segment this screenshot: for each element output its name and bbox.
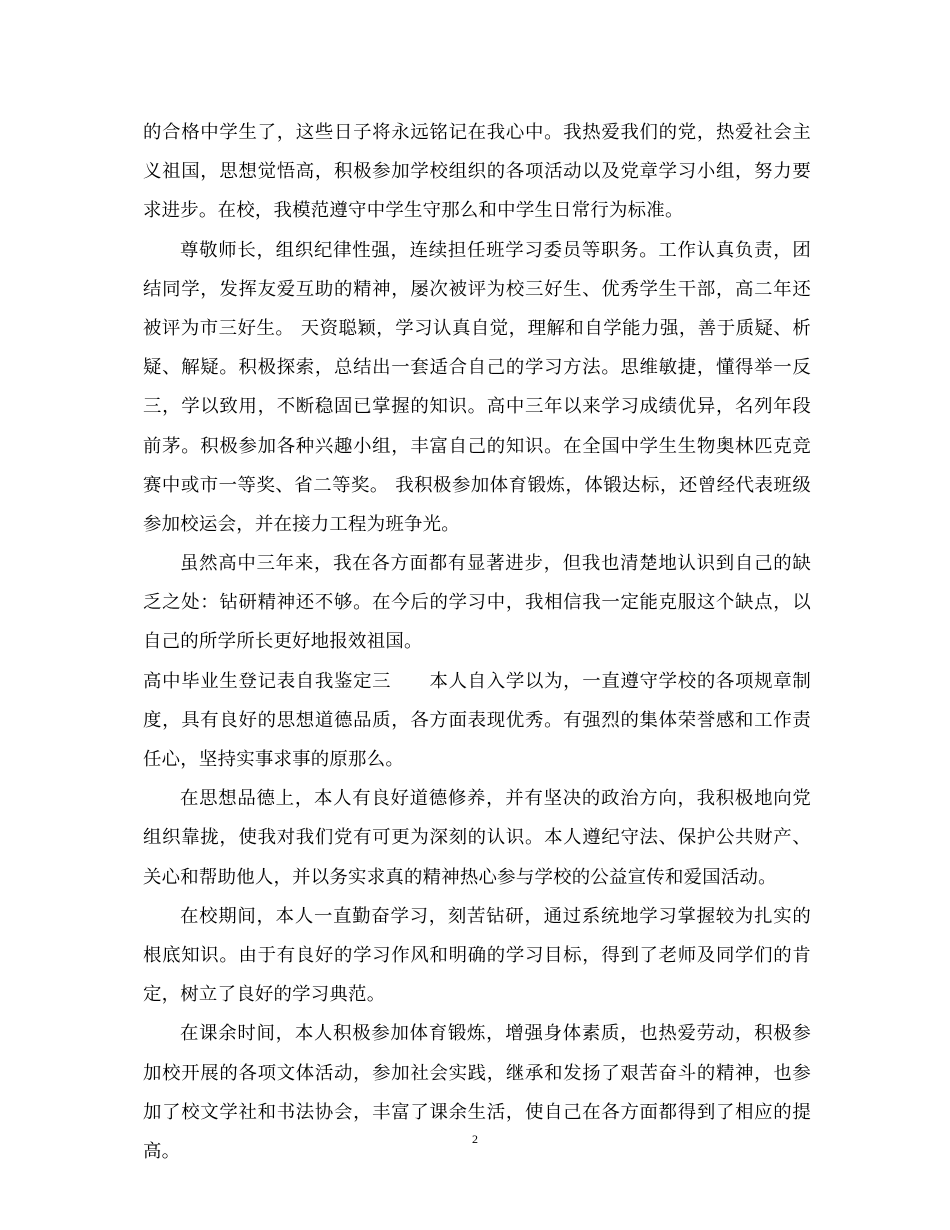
document-body xyxy=(143,113,811,1171)
text-line: 加校开展的各项文体活动，参加社会实践，继承和发扬了艰苦奋斗的精神，也参 xyxy=(143,1062,811,1084)
text-line: 加了校文学社和书法协会，丰富了课余生活，使自己在各方面都得到了相应的提 xyxy=(143,1101,811,1123)
text-line: 在思想品德上，本人有良好道德修养，并有坚决的政治方向，我积极地向党 xyxy=(180,788,811,810)
text-line: 被评为市三好生。 天资聪颖，学习认真自觉，理解和自学能力强，善于质疑、析 xyxy=(143,317,811,339)
text-line: 赛中或市一等奖、省二等奖。 我积极参加体育锻炼，体锻达标，还曾经代表班级 xyxy=(143,474,811,496)
text-line: 的合格中学生了，这些日子将永远铭记在我心中。我热爱我们的党，热爱社会主 xyxy=(143,122,811,143)
text-line: 定，树立了良好的学习典范。 xyxy=(143,984,386,1006)
text-line: 高中毕业生登记表自我鉴定三 本人自入学以为，一直遵守学校的各项规章制 xyxy=(143,670,811,692)
page-number: 2 xyxy=(472,1132,478,1146)
text-line: 前茅。积极参加各种兴趣小组，丰富自己的知识。在全国中学生生物奥林匹克竞 xyxy=(143,435,811,457)
text-line: 义祖国，思想觉悟高，积极参加学校组织的各项活动以及党章学习小组，努力要 xyxy=(143,161,811,183)
text-line: 参加校运会，并在接力工程为班争光。 xyxy=(143,513,460,535)
text-line: 尊敬师长，组织纪律性强，连续担任班学习委员等职务。工作认真负责，团 xyxy=(180,239,811,261)
text-line: 求进步。在校，我模范遵守中学生守那么和中学生日常行为标准。 xyxy=(143,200,684,222)
text-line: 疑、解疑。积极探索，总结出一套适合自己的学习方法。思维敏捷，懂得举一反 xyxy=(143,357,811,379)
text-line: 结同学，发挥友爱互助的精神，屡次被评为校三好生、优秀学生干部，高二年还 xyxy=(143,278,811,300)
text-line: 度，具有良好的思想道德品质，各方面表现优秀。有强烈的集体荣誉感和工作责 xyxy=(143,709,811,731)
text-line: 组织靠拢，使我对我们党有可更为深刻的认识。本人遵纪守法、保护公共财产、 xyxy=(143,827,811,849)
text-line: 任心，坚持实事求事的原那么。 xyxy=(143,749,404,770)
text-line: 在校期间，本人一直勤奋学习，刻苦钻研，通过系统地学习掌握较为扎实的 xyxy=(180,905,811,927)
text-line: 高。 xyxy=(143,1140,181,1162)
text-line: 乏之处：钻研精神还不够。在今后的学习中，我相信我一定能克服这个缺点，以 xyxy=(143,592,811,614)
text-line: 自己的所学所长更好地报效祖国。 xyxy=(143,631,423,653)
text-line: 三，学以致用，不断稳固已掌握的知识。高中三年以来学习成绩优异，名列年段 xyxy=(143,396,811,418)
text-line: 根底知识。由于有良好的学习作风和明确的学习目标，得到了老师及同学们的肯 xyxy=(143,944,811,966)
text-line: 在课余时间，本人积极参加体育锻炼，增强身体素质，也热爱劳动，积极参 xyxy=(180,1023,811,1045)
text-line: 虽然高中三年来，我在各方面都有显著进步，但我也清楚地认识到自己的缺 xyxy=(180,553,811,575)
text-line: 关心和帮助他人，并以务实求真的精神热心参与学校的公益宣传和爱国活动。 xyxy=(143,866,777,888)
